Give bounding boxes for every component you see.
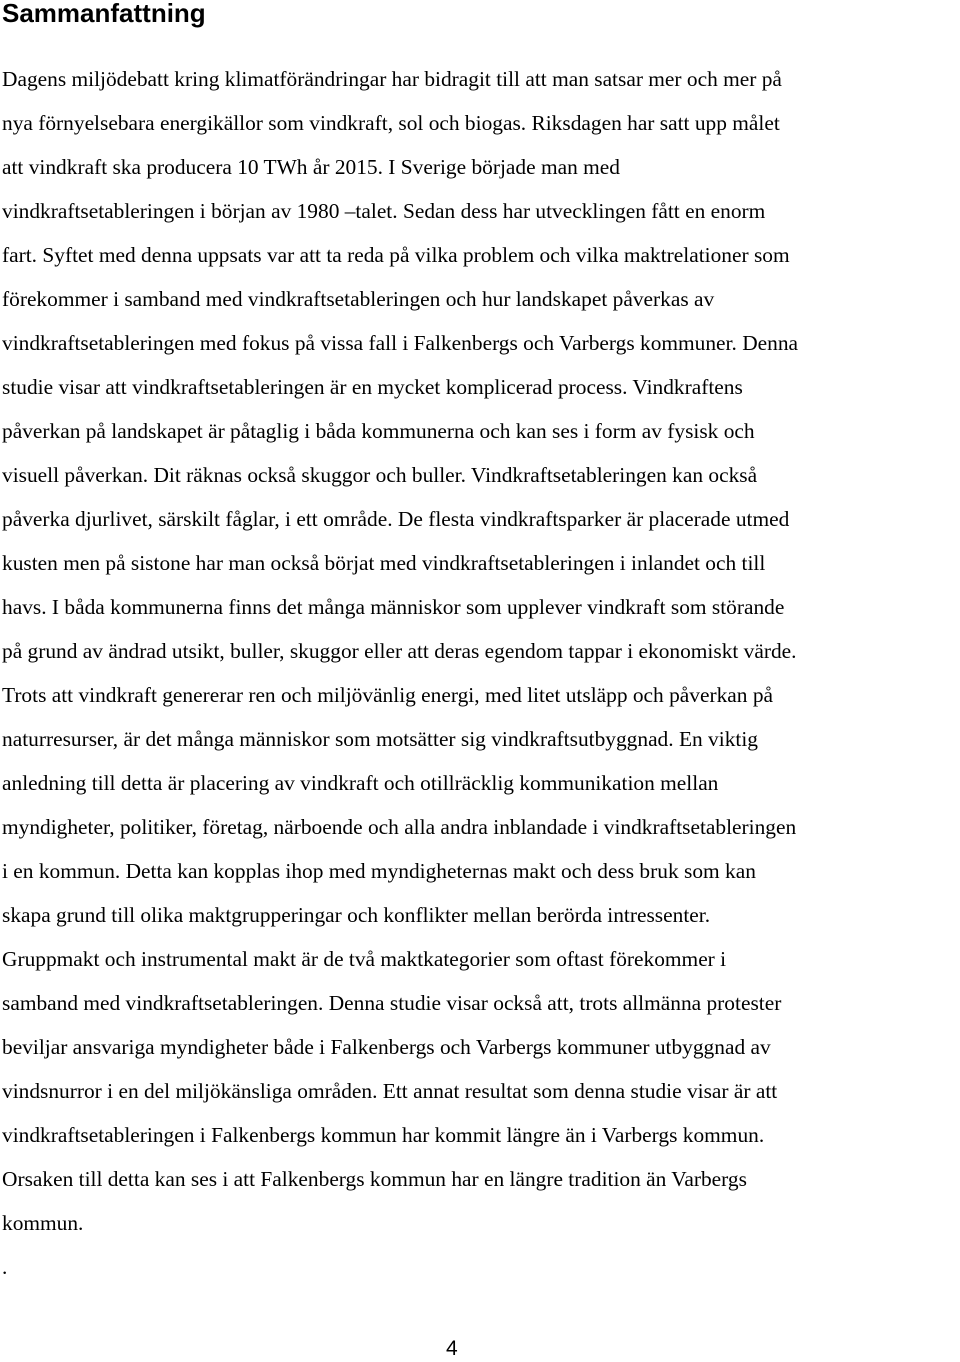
text-line: fart. Syftet med denna uppsats var att ta reda på vilka problem och vilka maktrelationer som: [2, 243, 790, 267]
text-line: påverkan på landskapet är påtaglig i båda kommunerna och kan ses i form av fysisk och: [2, 419, 755, 443]
text-line: Orsaken till detta kan ses i att Falkenbergs kommun har en längre tradition än Varbergs: [2, 1167, 747, 1191]
text-line: Dagens miljödebatt kring klimatförändringar har bidragit till att man satsar mer och mer på: [2, 67, 782, 91]
text-line: kusten men på sistone har man också börjat med vindkraftsetableringen i inlandet och till: [2, 551, 766, 575]
text-line: vindkraftsetableringen i Falkenbergs kommun har kommit längre än i Varbergs kommun.: [2, 1123, 765, 1147]
text-line: Gruppmakt och instrumental makt är de två maktkategorier som oftast förekommer i: [2, 947, 727, 971]
text-line: i en kommun. Detta kan kopplas ihop med myndigheternas makt och dess bruk som kan: [2, 859, 756, 883]
section-heading: Sammanfattning: [2, 0, 206, 28]
text-line: Trots att vindkraft genererar ren och miljövänlig energi, med litet utsläpp och påverkan på: [2, 683, 774, 707]
text-line: naturresurser, är det många människor som motsätter sig vindkraftsutbyggnad. En viktig: [2, 727, 758, 751]
text-line: havs. I båda kommunerna finns det många människor som upplever vindkraft som störande: [2, 595, 785, 619]
summary-paragraph: [2, 57, 960, 1289]
text-line: vindsnurror i en del miljökänsliga områden. Ett annat resultat som denna studie visar är att: [2, 1079, 778, 1103]
text-line: förekommer i samband med vindkraftsetableringen och hur landskapet påverkas av: [2, 287, 715, 311]
text-line: studie visar att vindkraftsetableringen är en mycket komplicerad process. Vindkraftens: [2, 375, 743, 399]
text-line: samband med vindkraftsetableringen. Denna studie visar också att, trots allmänna protester: [2, 991, 782, 1015]
text-line: påverka djurlivet, särskilt fåglar, i ett område. De flesta vindkraftsparker är placerade utmed: [2, 507, 790, 531]
text-line: på grund av ändrad utsikt, buller, skuggor eller att deras egendom tappar i ekonomiskt värde.: [2, 639, 797, 663]
text-line: .: [2, 1255, 8, 1279]
text-line: visuell påverkan. Dit räknas också skuggor och buller. Vindkraftsetableringen kan också: [2, 463, 758, 487]
text-line: vindkraftsetableringen i början av 1980 –talet. Sedan dess har utvecklingen fått en enorm: [2, 199, 766, 223]
text-line: att vindkraft ska producera 10 TWh år 2015. I Sverige började man med: [2, 155, 620, 179]
text-line: skapa grund till olika maktgrupperingar och konflikter mellan berörda intressenter.: [2, 903, 711, 927]
text-line: kommun.: [2, 1211, 84, 1235]
text-line: anledning till detta är placering av vindkraft och otillräcklig kommunikation mellan: [2, 771, 719, 795]
text-line: myndigheter, politiker, företag, närboende och alla andra inblandade i vindkraftsetableringen: [2, 815, 797, 839]
text-line: nya förnyelsebara energikällor som vindkraft, sol och biogas. Riksdagen har satt upp målet: [2, 111, 780, 135]
text-line: vindkraftsetableringen med fokus på vissa fall i Falkenbergs och Varbergs kommuner. Denna: [2, 331, 799, 355]
page-number: 4: [446, 1337, 458, 1360]
text-line: beviljar ansvariga myndigheter både i Falkenbergs och Varbergs kommuner utbyggnad av: [2, 1035, 771, 1059]
